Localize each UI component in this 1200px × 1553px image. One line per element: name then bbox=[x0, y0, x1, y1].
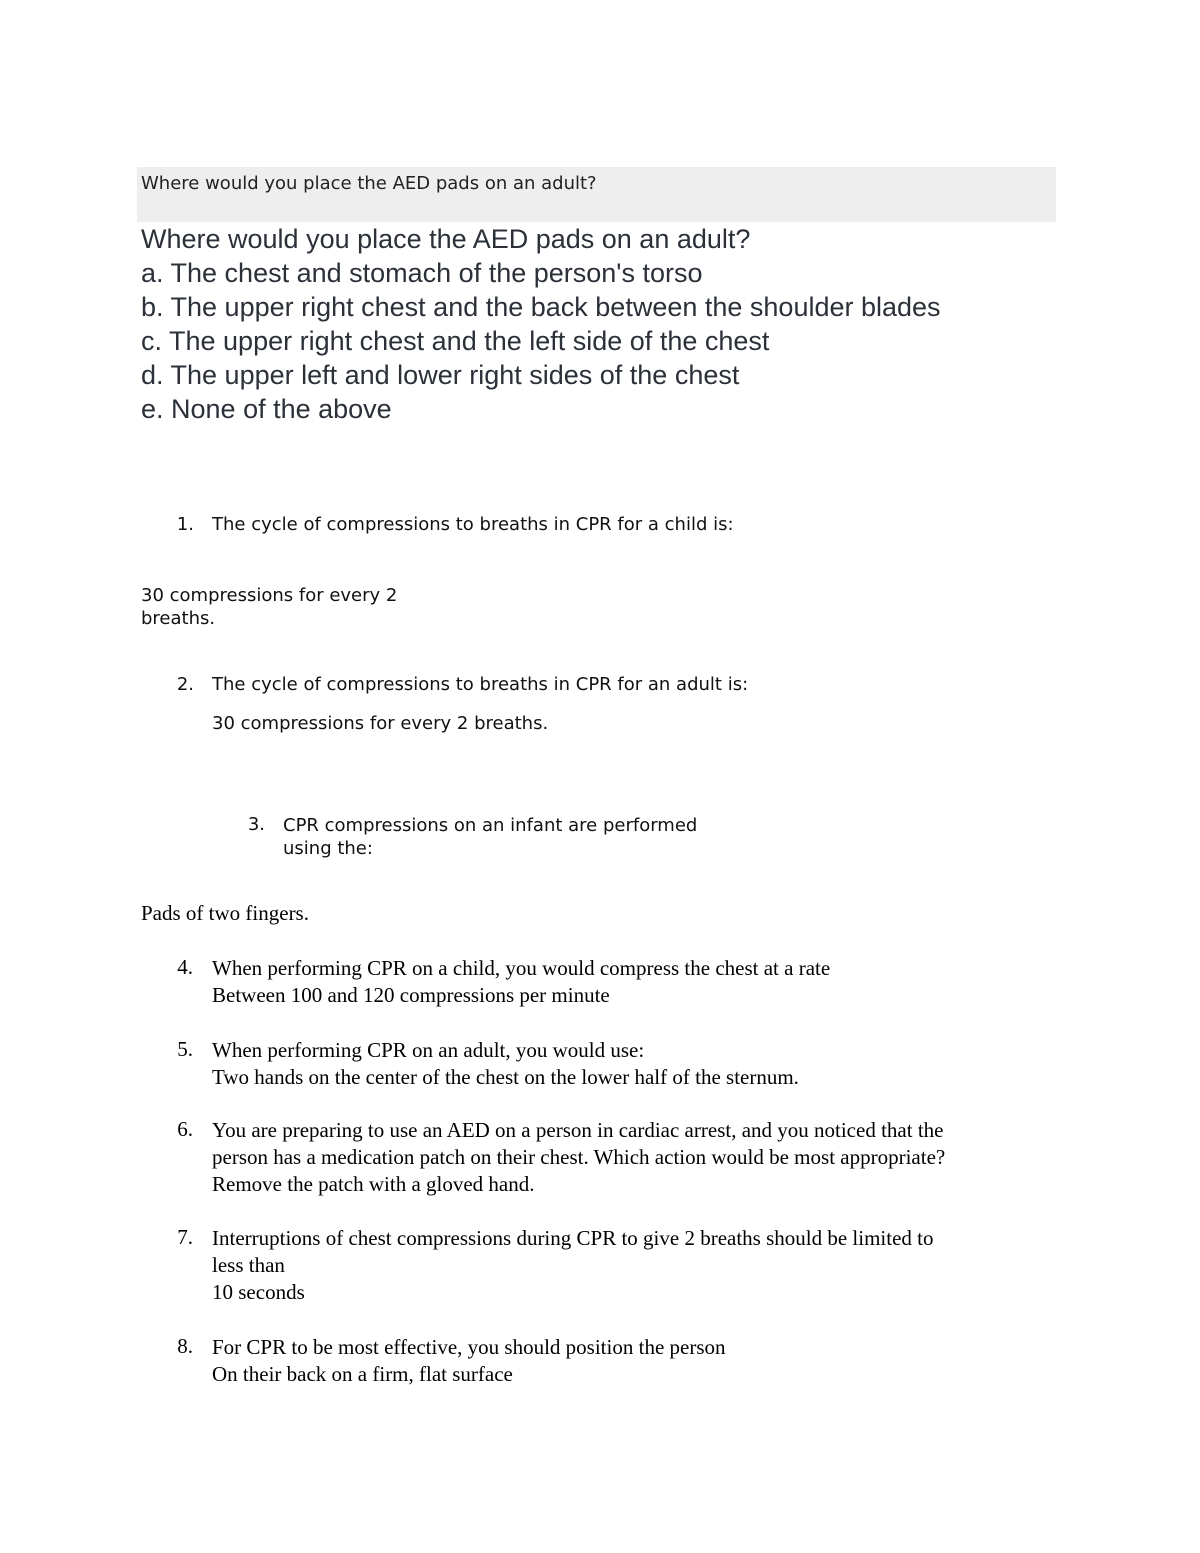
item-text bbox=[212, 955, 830, 1009]
mc-option-a: a. The chest and stomach of the person's torso bbox=[141, 258, 703, 288]
item-answer: 30 compressions for every 2 breaths. bbox=[212, 713, 549, 734]
item-line: On their back on a firm, flat surface bbox=[212, 1362, 513, 1386]
item-number: 4. bbox=[177, 955, 193, 979]
item-line: Remove the patch with a gloved hand. bbox=[212, 1172, 535, 1196]
item-number: 1. bbox=[176, 514, 194, 535]
item-text bbox=[212, 1037, 799, 1091]
item-number: 2. bbox=[176, 674, 194, 695]
mc-option-e: e. None of the above bbox=[141, 394, 392, 424]
item-question: The cycle of compressions to breaths in CPR for an adult is: bbox=[212, 674, 749, 695]
item-number: 5. bbox=[177, 1037, 193, 1061]
item-line: 10 seconds bbox=[212, 1280, 305, 1304]
item-text bbox=[212, 1225, 934, 1306]
mc-option-b: b. The upper right chest and the back between the shoulder blades bbox=[141, 292, 941, 322]
item-line: Interruptions of chest compressions during CPR to give 2 breaths should be limited to bbox=[212, 1226, 934, 1250]
mc-question: Where would you place the AED pads on an adult? bbox=[141, 224, 751, 254]
item-question bbox=[283, 814, 697, 860]
multiple-choice-block bbox=[141, 222, 941, 426]
item-line: person has a medication patch on their chest. Which action would be most appropriate? bbox=[212, 1145, 946, 1169]
question-line: CPR compressions on an infant are performed bbox=[283, 815, 698, 836]
item-line: Two hands on the center of the chest on the lower half of the sternum. bbox=[212, 1065, 799, 1089]
mc-option-c: c. The upper right chest and the left side of the chest bbox=[141, 326, 770, 356]
mc-option-d: d. The upper left and lower right sides of the chest bbox=[141, 360, 740, 390]
answer-line: breaths. bbox=[141, 608, 216, 629]
item-text bbox=[212, 1117, 945, 1198]
item-number: 3. bbox=[247, 814, 265, 835]
item-number: 8. bbox=[177, 1334, 193, 1358]
item-answer bbox=[141, 584, 397, 630]
banner-question-text: Where would you place the AED pads on an adult? bbox=[141, 173, 597, 194]
item-text bbox=[212, 1334, 726, 1388]
question-line: using the: bbox=[283, 838, 373, 859]
item-number: 7. bbox=[177, 1225, 193, 1249]
item-answer: Pads of two fingers. bbox=[141, 901, 309, 925]
item-line: For CPR to be most effective, you should position the person bbox=[212, 1335, 726, 1359]
item-line: You are preparing to use an AED on a person in cardiac arrest, and you noticed that the bbox=[212, 1118, 944, 1142]
item-number: 6. bbox=[177, 1117, 193, 1141]
item-line: Between 100 and 120 compressions per minute bbox=[212, 983, 610, 1007]
item-line: less than bbox=[212, 1253, 285, 1277]
question-banner bbox=[137, 167, 1056, 222]
item-question: The cycle of compressions to breaths in CPR for a child is: bbox=[212, 514, 734, 535]
answer-line: 30 compressions for every 2 bbox=[141, 585, 398, 606]
item-line: When performing CPR on a child, you would compress the chest at a rate bbox=[212, 956, 831, 980]
item-line: When performing CPR on an adult, you would use: bbox=[212, 1038, 645, 1062]
